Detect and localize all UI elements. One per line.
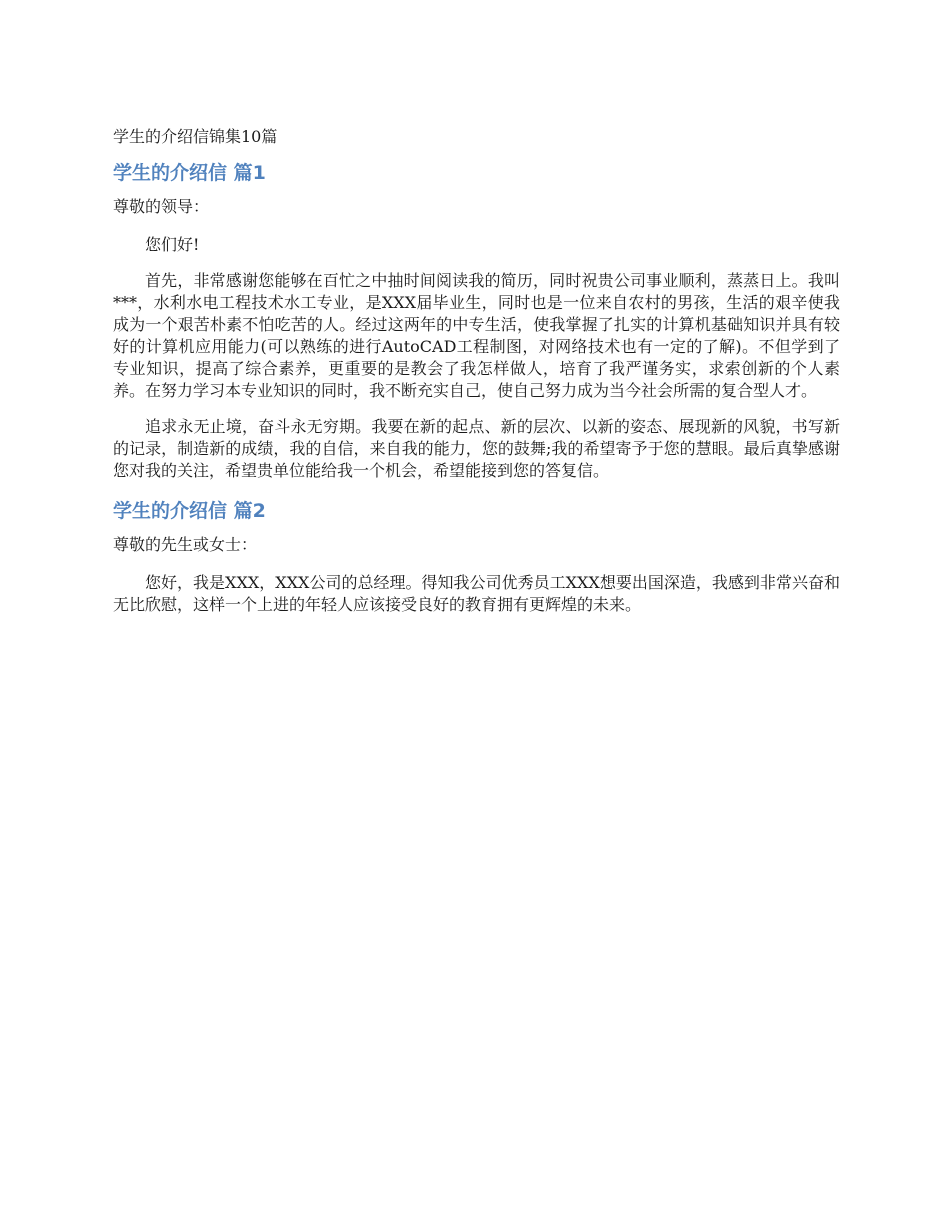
salutation: 尊敬的先生或女士： <box>113 535 258 554</box>
letter-section-1 <box>113 158 840 482</box>
greeting-paragraph: 您们好! <box>145 235 200 254</box>
body-paragraph: 您好，我是XXX，XXX公司的总经理。得知我公司优秀员工XXX想要出国深造，我感到非常兴奋和无比欣慰，这样一个上进的年轻人应该接受良好的教育拥有更辉煌的未来。 <box>113 573 840 614</box>
section-heading: 学生的介绍信 篇1 <box>113 162 266 184</box>
document-page <box>113 122 840 630</box>
body-paragraph: 首先，非常感谢您能够在百忙之中抽时间阅读我的简历，同时祝贵公司事业顺利，蒸蒸日上。我叫***，水利水电工程技术水工专业，是XXX届毕业生，同时也是一位来自农村的男孩，生活的艰辛使我成为一个艰苦朴素不怕吃苦的人。经过这两年的中专生活，使我掌握了扎实的计算机基础知识并具有较好的计算机应用能力(可以熟练的进行AutoCAD工程制图，对网络技术也有一定的了解)。不但学到了专业知识，提高了综合素养，更重要的是教会了我怎样做人，培育了我严谨务实，求索创新的个人素养。在努力学习本专业知识的同时，我不断充实自己，使自己努力成为当今社会所需的复合型人才。 <box>113 271 840 400</box>
document-title: 学生的介绍信锦集10篇 <box>113 127 278 146</box>
body-paragraph: 追求永无止境，奋斗永无穷期。我要在新的起点、新的层次、以新的姿态、展现新的风貌，书写新的记录，制造新的成绩，我的自信，来自我的能力，您的鼓舞;我的希望寄予于您的慧眼。最后真挚感谢您对我的关注，希望贵单位能给我一个机会，希望能接到您的答复信。 <box>113 417 840 480</box>
salutation: 尊敬的领导： <box>113 197 210 216</box>
letter-section-2 <box>113 496 840 616</box>
section-heading: 学生的介绍信 篇2 <box>113 500 266 522</box>
